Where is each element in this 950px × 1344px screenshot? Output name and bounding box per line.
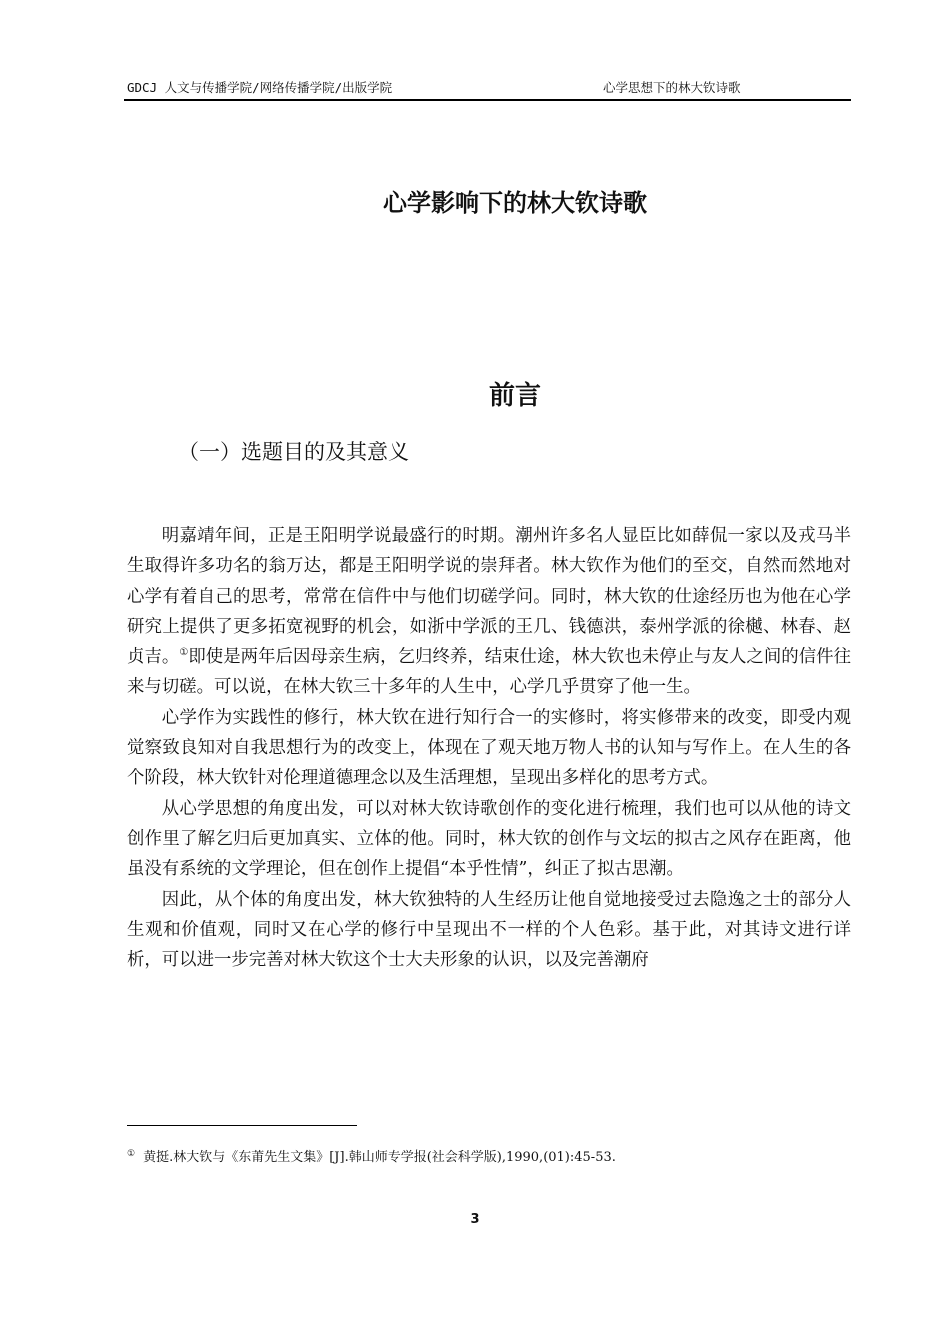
paragraph-4: 因此，从个体的角度出发，林大钦独特的人生经历让他自觉地接受过去隐逸之士的部分人生观和价值观，同时又在心学的修行中呈现出不一样的个人色彩。基于此，对其诗文进行详析，可以进一步完善对林大钦这个士大夫形象的认识，以及完善潮府 [127,889,851,971]
document-title: 心学影响下的林大钦诗歌 [383,189,647,217]
paragraph-1-part-2: 即使是两年后因母亲生病，乞归终养，结束仕途，林大钦也未停止与友人之间的信件往来与切磋。可以说，在林大钦三十多年的人生中，心学几乎贯穿了他一生。 [127,647,851,698]
body-text [127,521,851,975]
paragraph-1 [127,521,851,703]
section-heading: （一）选题目的及其意义 [178,440,409,464]
paragraph-3: 从心学思想的角度出发，可以对林大钦诗歌创作的变化进行梳理，我们也可以从他的诗文创作里了解乞归后更加真实、立体的他。同时，林大钦的创作与文坛的拟古之风存在距离，他虽没有系统的文学理论，但在创作上提倡“本乎性情”，纠正了拟古思潮。 [127,798,851,880]
header-divider [124,99,851,101]
paragraph-2: 心学作为实践性的修行，林大钦在进行知行合一的实修时，将实修带来的改变，即受内观觉察致良知对自我思想行为的改变上，体现在了观天地万物人书的认知与写作上。在人生的各个阶段，林大钦针对伦理道德理念以及生活理想，呈现出多样化的思考方式。 [127,707,851,789]
page-number: 3 [470,1212,480,1227]
paragraph-1-part-1: 明嘉靖年间，正是王阳明学说最盛行的时期。潮州许多名人显臣比如薛侃一家以及戎马半生取得许多功名的翁万达，都是王阳明学说的崇拜者。林大钦作为他们的至交，自然而然地对心学有着自己的思考，常常在信件中与他们切磋学问。同时，林大钦的仕途经历也为他在心学研究上提供了更多拓宽视野的机会，如浙中学派的王几、钱德洪，泰州学派的徐樾、林春、赵贞吉。 [127,526,851,668]
header-left-text: GDCJ 人文与传播学院/网络传播学院/出版学院 [127,80,393,95]
footnote-reference[interactable]: ① [179,647,189,659]
header-right-text: 心学思想下的林大钦诗歌 [603,80,741,95]
preface-heading: 前言 [488,381,541,411]
footnote-text: 黄挺.林大钦与《东莆先生文集》[J].韩山师专学报(社会科学版),1990,(01):45-53. [143,1150,616,1165]
footnote-divider [127,1125,357,1126]
footnote [127,1146,616,1165]
footnote-marker: ① [127,1148,136,1159]
